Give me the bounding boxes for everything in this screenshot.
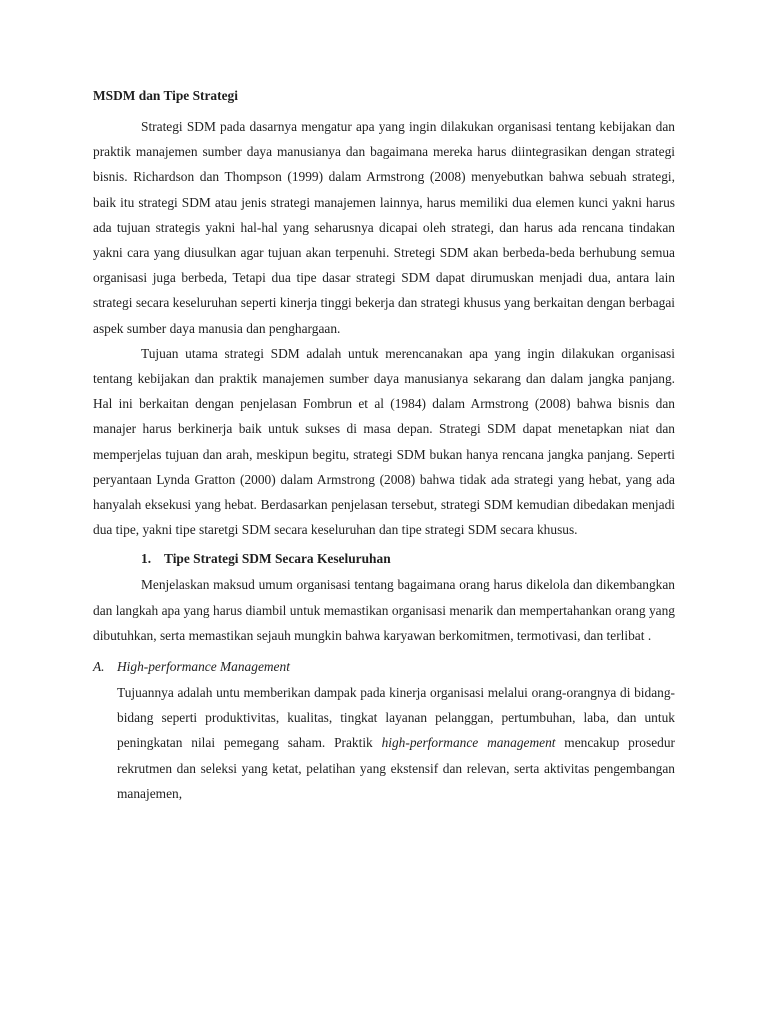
paragraph-1: Strategi SDM pada dasarnya mengatur apa yang ingin dilakukan organisasi tentang kebijakan dan praktik manajemen sumber daya manusianya dan bagaimana mereka harus diintegrasikan dengan strategi bisnis. Richardson dan Thompson (1999) dalam Armstrong (2008) menyebutkan bahwa sebuah strategi, baik itu strategi SDM atau jenis strategi manajemen lainnya, harus memiliki dua elemen kunci yakni harus ada tujuan strategis yakni hal-hal yang seharusnya dicapai oleh strategi, dan harus ada rencana tindakan yakni cara yang diusulkan agar tujuan akan terpenuhi. Stretegi SDM akan berbeda-beda berhubung semua organisasi juga berbeda, Tetapi dua tipe dasar strategi SDM dapat dirumuskan menjadi dua, antara lain strategi secara keseluruhan seperti kinerja tinggi bekerja dan strategi khusus yang berkaitan dengan berbagai aspek sumber daya manusia dan penghargaan.: [93, 119, 675, 336]
subsection-a: [93, 654, 675, 806]
subsection-a-body-part1: Tujuannya adalah untu memberikan dampak pada kinerja organisasi melalui orang-orangnya di bidang-bidang seperti produktivitas, kualitas, tingkat layanan pelanggan, pertumbuhan, laba, dan untuk peningkatan nilai pemegang saham. Praktik: [117, 685, 675, 751]
subsection-a-body-part2: mencakup prosedur rekrutmen dan seleksi yang ketat, pelatihan yang ekstensif dan relevan, serta aktivitas pengembangan manajemen,: [117, 735, 676, 801]
paragraph-2: Tujuan utama strategi SDM adalah untuk merencanakan apa yang ingin dilakukan organisasi tentang kebijakan dan praktik manajemen sumber daya manusianya sekarang dan dalam jangka panjang. Hal ini berkaitan dengan penjelasan Fombrun et al (1984) dalam Armstrong (2008) bahwa bisnis dan manajer harus berkinerja baik untuk sukses di masa depan. Strategi SDM dapat menetapkan niat dan memperjelas tujuan dan arah, meskipun begitu, strategi SDM bukan hanya rencana jangka panjang. Seperti peryantaan Lynda Gratton (2000) dalam Armstrong (2008) bahwa tidak ada strategi yang hebat, yang ada hanyalah eksekusi yang hebat. Berdasarkan penjelasan tersebut, strategi SDM kemudian dibedakan menjadi dua tipe, yakni tipe staretgi SDM secara keseluruhan dan tipe strategi SDM secara khusus.: [93, 345, 675, 538]
section-1-number: 1.: [141, 551, 152, 567]
section-1-heading: [93, 546, 675, 572]
section-1-body: Menjelaskan maksud umum organisasi tentang bagaimana orang harus dikelola dan dikembangkan dan langkah apa yang harus diambil untuk memastikan organisasi menarik dan mempertahankan orang yang dibutuhkan, serta memastikan sejauh mungkin bahwa karyawan berkomitmen, termotivasi, dan terlibat .: [93, 577, 675, 643]
document-title: MSDM dan Tipe Strategi: [93, 88, 238, 103]
section-1-title: Tipe Strategi SDM Secara Keseluruhan: [164, 551, 391, 567]
document-page: [93, 86, 675, 806]
subsection-a-body-italic: high-performance management: [381, 735, 556, 751]
subsection-a-letter: A.: [93, 659, 105, 675]
subsection-a-body: [117, 680, 675, 806]
subsection-a-heading: [93, 654, 675, 680]
subsection-a-title: High-performance Management: [117, 659, 290, 675]
